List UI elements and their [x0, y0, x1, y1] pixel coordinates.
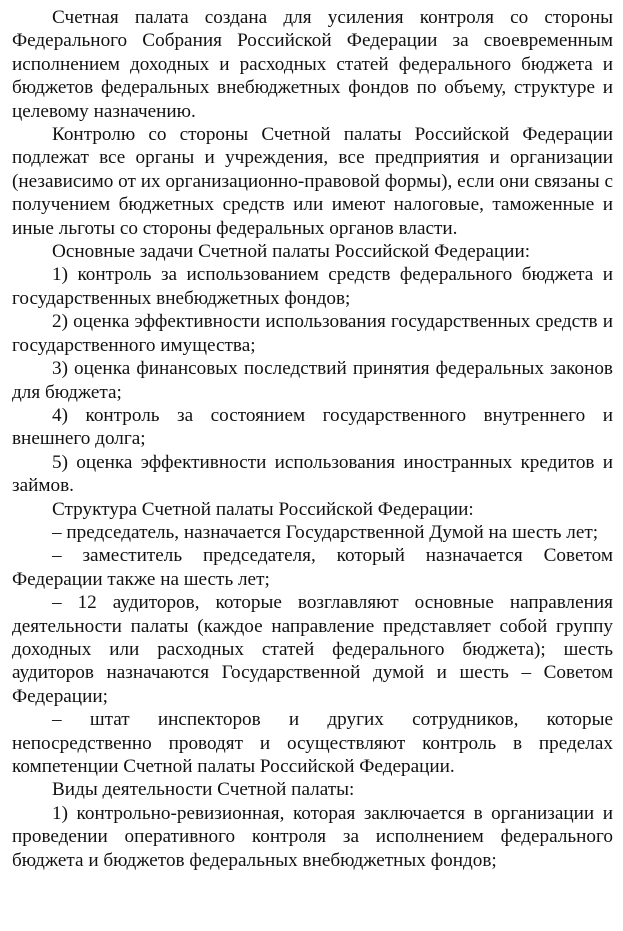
- paragraph-controlled-bodies: Контролю со стороны Счетной палаты Российской Федерации подлежат все органы и учреждения, все предприятия и организации (независимо от их организационно-правовой формы), если они связаны с получением бюджетных средств или имеют налоговые, таможенные и иные льготы со стороны федеральных органов власти.: [12, 124, 613, 239]
- list-item-deputy: – заместитель председателя, который назначается Советом Федерации также на шесть лет;: [12, 545, 613, 590]
- list-item-task-3: 3) оценка финансовых последствий принятия федеральных законов для бюджета;: [12, 358, 613, 403]
- list-item-staff: – штат инспекторов и других сотрудников, которые непосредственно проводят и осуществляют контроль в пределах компетенции Счетной палаты Российской Федерации.: [12, 709, 613, 777]
- list-item-auditors: – 12 аудиторов, которые возглавляют основные направления деятельности палаты (каждое направление представляет собой группу доходных или расходных статей федерального бюджета); шесть аудиторов назначаются Государственной думой и шесть – Советом Федерации;: [12, 592, 613, 707]
- heading-activities: Виды деятельности Счетной палаты:: [52, 779, 355, 801]
- heading-main-tasks: Основные задачи Счетной палаты Российской Федерации:: [52, 241, 531, 263]
- paragraph-purpose: Счетная палата создана для усиления контроля со стороны Федерального Собрания Российской Федерации за своевременным исполнением доходных и расходных статей федерального бюджета и бюджетов федеральных внебюджетных фондов по объему, структуре и целевому назначению.: [12, 7, 613, 122]
- list-item-task-4: 4) контроль за состоянием государственного внутреннего и внешнего долга;: [12, 404, 613, 450]
- list-item-chairman: – председатель, назначается Государственной Думой на шесть лет;: [52, 521, 599, 543]
- list-item-task-5: 5) оценка эффективности использования иностранных кредитов и займов.: [12, 451, 613, 497]
- list-item-task-2: 2) оценка эффективности использования государственных средств и государственного имущества;: [12, 311, 613, 356]
- heading-structure: Структура Счетной палаты Российской Федерации:: [52, 498, 474, 520]
- list-item-task-1: 1) контроль за использованием средств федерального бюджета и государственных внебюджетных фондов;: [12, 264, 613, 309]
- list-item-activity-1: 1) контрольно-ревизионная, которая заключается в организации и проведении оперативного контроля за исполнением федерального бюджета и бюджетов федеральных внебюджетных фондов;: [12, 802, 613, 871]
- document-page: [12, 6, 613, 872]
